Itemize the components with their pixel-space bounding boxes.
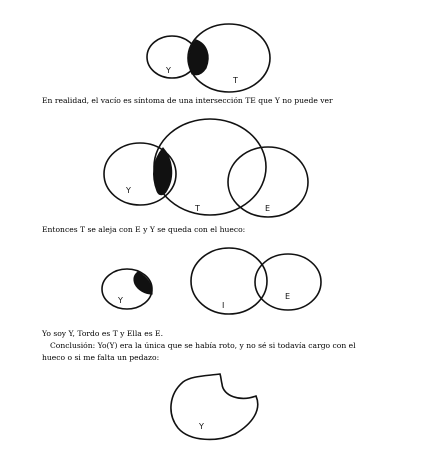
- label-y: Y: [126, 186, 131, 195]
- label-t: T: [233, 76, 238, 85]
- hollow-fill: [134, 272, 152, 294]
- label-e: E: [285, 292, 291, 301]
- label-y: Y: [166, 66, 171, 75]
- caption-line-4: Conclusión: Yo(Y) era la única que se había roto, y no sé si todavía cargo con el: [50, 341, 356, 350]
- label-i: I: [222, 301, 225, 310]
- caption-line-2: Entonces T se aleja con E y Y se queda con el hueco:: [42, 225, 246, 234]
- caption-line-5: hueco o si me falta un pedazo:: [42, 353, 160, 362]
- label-y: Y: [118, 296, 123, 305]
- label-e: E: [265, 204, 271, 213]
- label-t: T: [195, 204, 200, 213]
- label-y: Y: [199, 422, 204, 431]
- circle-e: [255, 254, 321, 310]
- caption-line-3: Yo soy Y, Tordo es T y Ella es E.: [42, 329, 163, 338]
- intersection-fill: [189, 40, 208, 75]
- caption-line-1: En realidad, el vacío es síntoma de una intersección TE que Y no puede ver: [42, 96, 333, 105]
- broken-circle-y: [171, 374, 258, 439]
